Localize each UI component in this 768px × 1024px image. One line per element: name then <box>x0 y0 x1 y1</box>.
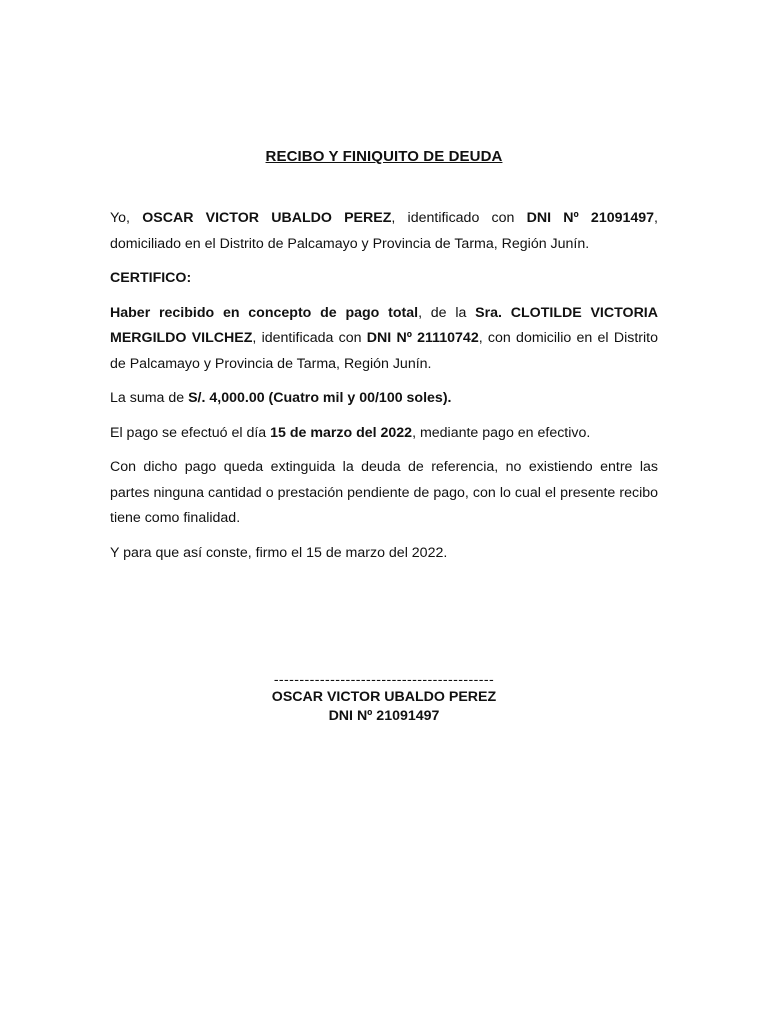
p4-text-1: El pago se efectuó el día <box>110 424 271 441</box>
p2-text-1: , de la <box>418 304 476 321</box>
paragraph-amount <box>110 386 658 412</box>
p3-text-1: La suma de <box>110 390 189 406</box>
document-title: RECIBO Y FINIQUITO DE DEUDA <box>265 148 503 165</box>
p1-text-1: Yo, <box>110 210 143 226</box>
payer-name: Sra. CLOTILDE VICTORIA MERGILDO VILCHEZ <box>110 304 658 346</box>
declarant-dni: DNI Nº 21091497 <box>526 210 655 226</box>
declarant-name: OSCAR VICTOR UBALDO PEREZ <box>142 210 392 226</box>
p1-text-3: , domiciliado en el Distrito de Palcamayo y Provincia de Tarma, Región Junín. <box>110 210 658 252</box>
amount-value: S/. 4,000.00 (Cuatro mil y 00/100 soles). <box>188 390 452 406</box>
paragraph-closing: Y para que así conste, firmo el 15 de marzo del 2022. <box>110 544 448 561</box>
signature-line: ------------------------------------------- <box>273 672 495 688</box>
paragraph-payment-date <box>110 421 658 447</box>
signature-dni: DNI Nº 21091497 <box>328 708 440 724</box>
p4-text-2: , mediante pago en efectivo. <box>412 424 591 441</box>
payment-date: 15 de marzo del 2022 <box>270 424 413 441</box>
p1-text-2: , identificado con <box>391 210 527 226</box>
p2-text-2: , identificada con <box>252 330 367 346</box>
paragraph-declarant <box>110 206 658 257</box>
paragraph-payment-received <box>110 301 658 378</box>
p2-bold-1: Haber recibido en concepto de pago total <box>110 304 419 321</box>
certifico-heading <box>110 266 658 292</box>
p2-text-3: , con domicilio en el Distrito de Palcamayo y Provincia de Tarma, Región Junín. <box>110 330 658 372</box>
paragraph-debt-extinguished: Con dicho pago queda extinguida la deuda de referencia, no existiendo entre las partes ninguna cantidad o prestación pendiente de pago, con lo cual el presente recibo tiene como finalidad. <box>110 459 658 526</box>
payer-dni: DNI Nº 21110742 <box>366 330 479 346</box>
certifico-label: CERTIFICO: <box>110 270 192 286</box>
document-body <box>110 206 658 575</box>
signature-block <box>0 672 768 726</box>
signature-name: OSCAR VICTOR UBALDO PEREZ <box>271 689 497 705</box>
